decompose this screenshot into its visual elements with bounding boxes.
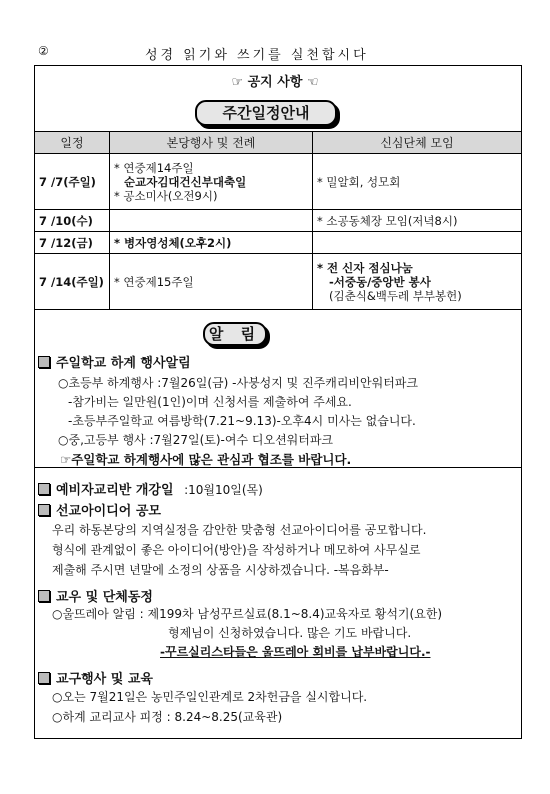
checkbox-bullet-icon [38,483,50,495]
section-title: 교구행사 및 교육 [56,672,153,687]
row-date: 7 /12(금) [35,232,110,254]
text-line: -초등부주일학교 여름방학(7.21~9.13)-오후4시 미사는 없습니다. [68,414,416,428]
text-line: 형제님이 신청하였습니다. 많은 기도 바랍니다. [168,626,412,640]
schedule-table [34,131,522,310]
header-motto: 성경 읽기와 쓰기를 실천합시다 [145,48,369,63]
row-date: 7 /7(주일) [35,154,110,210]
main-line: 순교자김대건신부대축일 [124,174,247,189]
row-group [313,254,522,310]
table-row [35,154,522,210]
row-main [110,232,313,254]
section-title: 선교아이디어 공모 [56,504,161,519]
section-mission-idea [38,500,161,519]
row-main [110,210,313,232]
text-line: 제출해 주시면 년말에 소정의 상품을 시상하겠습니다. -복음화부- [52,563,389,577]
group-line: (김춘식&백두레 부부봉헌) [329,288,462,303]
row-main [110,154,313,210]
page-number: ② [38,44,49,58]
main-line: * 병자영성체(오후2시) [114,235,232,250]
section-title: 주일학교 하계 행사알림 [56,356,191,371]
row-group [313,154,522,210]
text-line: ☞주일학교 하계행사에 많은 관심과 협조를 바랍니다. [60,452,352,467]
text-line: 형식에 관계없이 좋은 아이디어(방안)을 작성하거나 메모하여 사무실로 [52,543,421,557]
section-value: :10월10일(목) [184,483,263,497]
group-line: * 전 신자 점심나눔 [317,260,413,275]
group-line: * 밀알회, 성모회 [317,174,401,189]
main-line: * 연중제14주일 [114,160,194,175]
announcements-title: 알 림 [203,322,267,346]
text-line: -참가비는 일만원(1인)이며 신청서를 제출하여 주세요. [68,395,352,409]
section-parish-news [38,586,153,605]
section-catechumen [38,479,263,498]
text-line: ○초등부 하계행사 :7월26일(금) -사붕성지 및 진주캐리비안워터파크 [58,376,418,390]
group-line: -서중동/중앙반 봉사 [329,274,431,289]
divider [34,467,522,468]
main-line: * 연중제15주일 [114,274,194,289]
section-title: 교우 및 단체동정 [56,590,153,605]
checkbox-bullet-icon [38,672,50,684]
checkbox-bullet-icon [38,504,50,516]
text-line: ○울뜨레아 알림 : 제199차 남성꾸르실료(8.1~8.4)교육자로 황석기(요한) [52,607,443,621]
row-date: 7 /14(주일) [35,254,110,310]
row-group [313,232,522,254]
checkbox-bullet-icon [38,356,50,368]
header-date: 일정 [35,132,110,154]
row-main [110,254,313,310]
text-line: ○하계 교리교사 피정 : 8.24~8.25(교육관) [52,710,283,724]
section-diocese-events [38,668,153,687]
section-title: 예비자교리반 개강일 [56,483,174,498]
schedule-header-row [35,132,522,154]
main-line: * 공소미사(오전9시) [114,188,218,203]
row-date: 7 /10(수) [35,210,110,232]
header-group: 신심단체 모임 [313,132,522,154]
text-line: ○중,고등부 행사 :7월27일(토)-여수 디오션워터파크 [58,433,334,447]
text-line: -꾸르실리스타들은 울뜨레아 회비를 납부바랍니다.- [160,645,431,659]
table-row [35,232,522,254]
text-line: 우리 하동본당의 지역실정을 감안한 맞춤형 선교아이디어를 공모합니다. [52,523,427,537]
section-sunday-school [38,352,191,371]
weekly-schedule-title: 주간일정안내 [195,100,337,126]
group-line: * 소공동체장 모임(저녁8시) [317,213,458,228]
table-row [35,254,522,310]
row-group [313,210,522,232]
header-main: 본당행사 및 전례 [110,132,313,154]
checkbox-bullet-icon [38,590,50,602]
table-row [35,210,522,232]
text-line: ○오는 7월21일은 농민주일인관계로 2차헌금을 실시합니다. [52,690,368,704]
notice-title: ☞ 공지 사항 ☜ [231,75,319,90]
